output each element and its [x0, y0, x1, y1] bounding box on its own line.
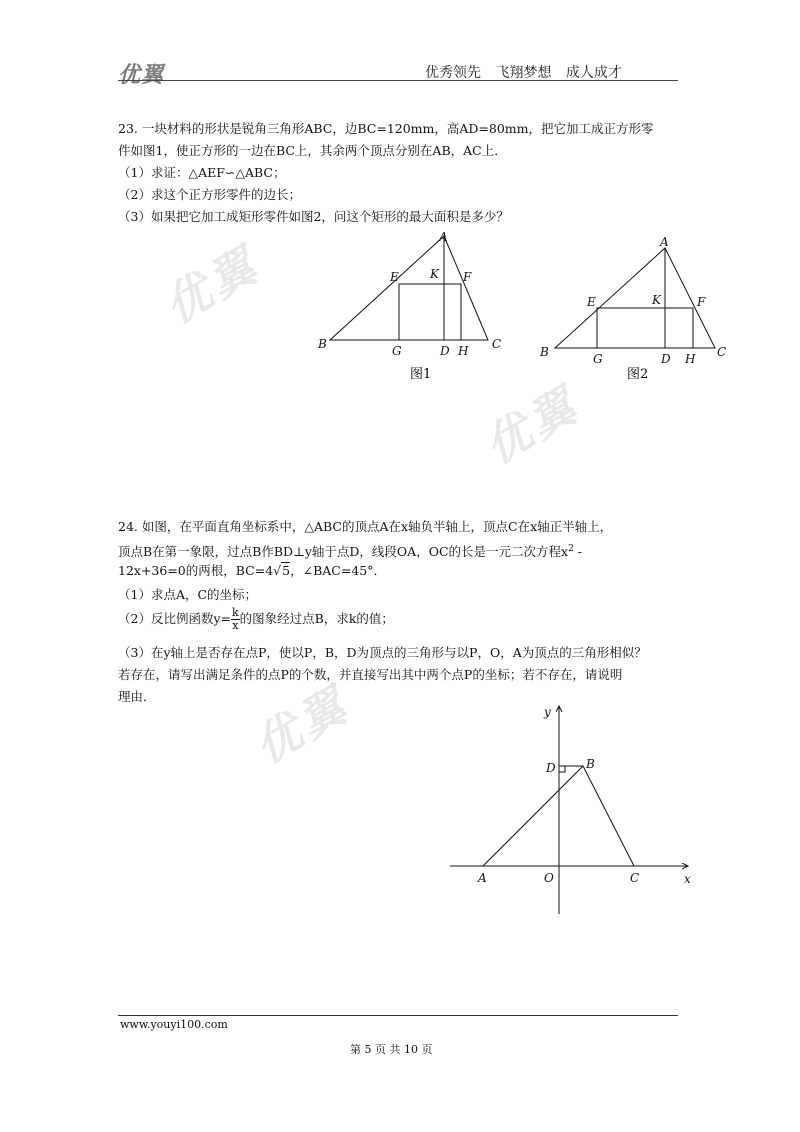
q24-exponent: 2: [568, 544, 574, 554]
fig2-caption: 图2: [627, 367, 649, 382]
q24-coordinate-graph: [440, 700, 700, 920]
q24-line3-text: 12x+36=0的两根，BC=4: [118, 563, 274, 578]
q24-sub2: [118, 606, 394, 632]
q24-line2-tail: -: [573, 544, 582, 560]
graph-label-c: C: [630, 871, 640, 885]
q23-sub1: （1）求证：△AEF∽△ABC；: [118, 165, 286, 180]
fig1-label-b: B: [318, 337, 327, 351]
fig1-label-e: E: [390, 270, 399, 284]
header-divider: [118, 80, 678, 81]
watermark-1: 优翼: [154, 237, 269, 334]
q24-fraction: [231, 607, 240, 632]
fig1-label-a: A: [439, 230, 448, 244]
fig1-label-h: H: [458, 344, 469, 358]
q24-sub3-line3: 理由．: [118, 689, 156, 704]
watermark-3: 优翼: [244, 677, 359, 774]
q24-sub1: （1）求点A，C的坐标；: [118, 587, 258, 602]
fig1-triangle-abc: [330, 236, 488, 340]
fig1-label-c: C: [492, 337, 502, 351]
q24-line1: 24. 如图，在平面直角坐标系中，△ABC的顶点A在x轴负半轴上，顶点C在x轴正半轴上，: [118, 519, 613, 534]
q24-fraction-num: k: [232, 606, 239, 619]
fig1-label-g: G: [392, 344, 402, 358]
watermark-2: 优翼: [474, 377, 589, 474]
fig2-label-c: C: [717, 345, 727, 359]
footer-divider: [118, 1015, 678, 1016]
fig2-label-f: F: [697, 295, 706, 309]
fig2-label-e: E: [587, 295, 596, 309]
q23-sub3: （3）如果把它加工成矩形零件如图2，问这个矩形的最大面积是多少？: [118, 209, 509, 224]
graph-label-d: D: [546, 761, 556, 775]
q24-sqrt-value: 5: [282, 563, 291, 578]
fig2-label-g: G: [593, 352, 603, 366]
fig2-label-h: H: [685, 352, 696, 366]
q23-figure-1: [310, 228, 510, 388]
segment-ab: [483, 766, 583, 866]
q24-line3-tail: ，∠BAC=45°．: [290, 563, 386, 578]
q24-line3: [118, 560, 386, 582]
fig2-triangle-abc: [555, 248, 715, 348]
q24-sub3-line1: （3）在y轴上是否存在点P，使以P，B，D为顶点的三角形与以P，O，A为顶点的三角形相似？: [118, 645, 647, 660]
graph-label-x: x: [684, 872, 691, 886]
graph-label-o: O: [544, 871, 554, 885]
segment-bc: [583, 766, 634, 866]
fig2-label-d: D: [661, 352, 671, 366]
header-logo: 优翼: [118, 63, 165, 88]
graph-label-a: A: [478, 871, 487, 885]
q23-sub2: （2）求这个正方形零件的边长；: [118, 187, 301, 202]
footer-page-number: 第 5 页 共 10 页: [350, 1043, 433, 1056]
q23-figure-2: [535, 228, 735, 388]
graph-label-y: y: [544, 705, 551, 719]
q23-line1: 23. 一块材料的形状是锐角三角形ABC，边BC=120mm，高AD=80mm，把它加工成正方形零: [118, 121, 654, 136]
graph-label-b: B: [586, 757, 595, 771]
right-angle-mark: [559, 766, 565, 772]
q24-sub3-line2: 若存在，请写出满足条件的点P的个数，并直接写出其中两个点P的坐标；若不存在，请说明: [118, 667, 623, 682]
header-slogan: 优秀领先 飞翔梦想 成人成才: [425, 65, 622, 81]
fig2-rectangle-efhg: [597, 308, 693, 348]
q24-line2-text: 顶点B在第一象限，过点B作BD⊥y轴于点D，线段OA，OC的长是一元二次方程x: [118, 544, 569, 560]
q24-fraction-den: x: [232, 619, 239, 632]
fig1-label-f: F: [463, 270, 472, 284]
footer-url[interactable]: www.youyi100.com: [120, 1018, 228, 1031]
fig2-label-a: A: [660, 235, 669, 249]
fig2-label-k: K: [652, 293, 661, 307]
fig1-label-d: D: [440, 344, 450, 358]
q24-sub2-tail: 的图象经过点B，求k的值；: [239, 611, 394, 626]
q24-sub2-text: （2）反比例函数y=: [118, 611, 231, 626]
q23-line2: 件如图1，使正方形的一边在BC上，其余两个顶点分别在AB，AC上．: [118, 143, 507, 158]
fig1-square-efhg: [399, 284, 461, 340]
fig2-label-b: B: [540, 345, 549, 359]
fig1-caption: 图1: [410, 367, 432, 382]
fig1-label-k: K: [430, 267, 439, 281]
q24-sqrt-sign: √: [273, 563, 282, 578]
